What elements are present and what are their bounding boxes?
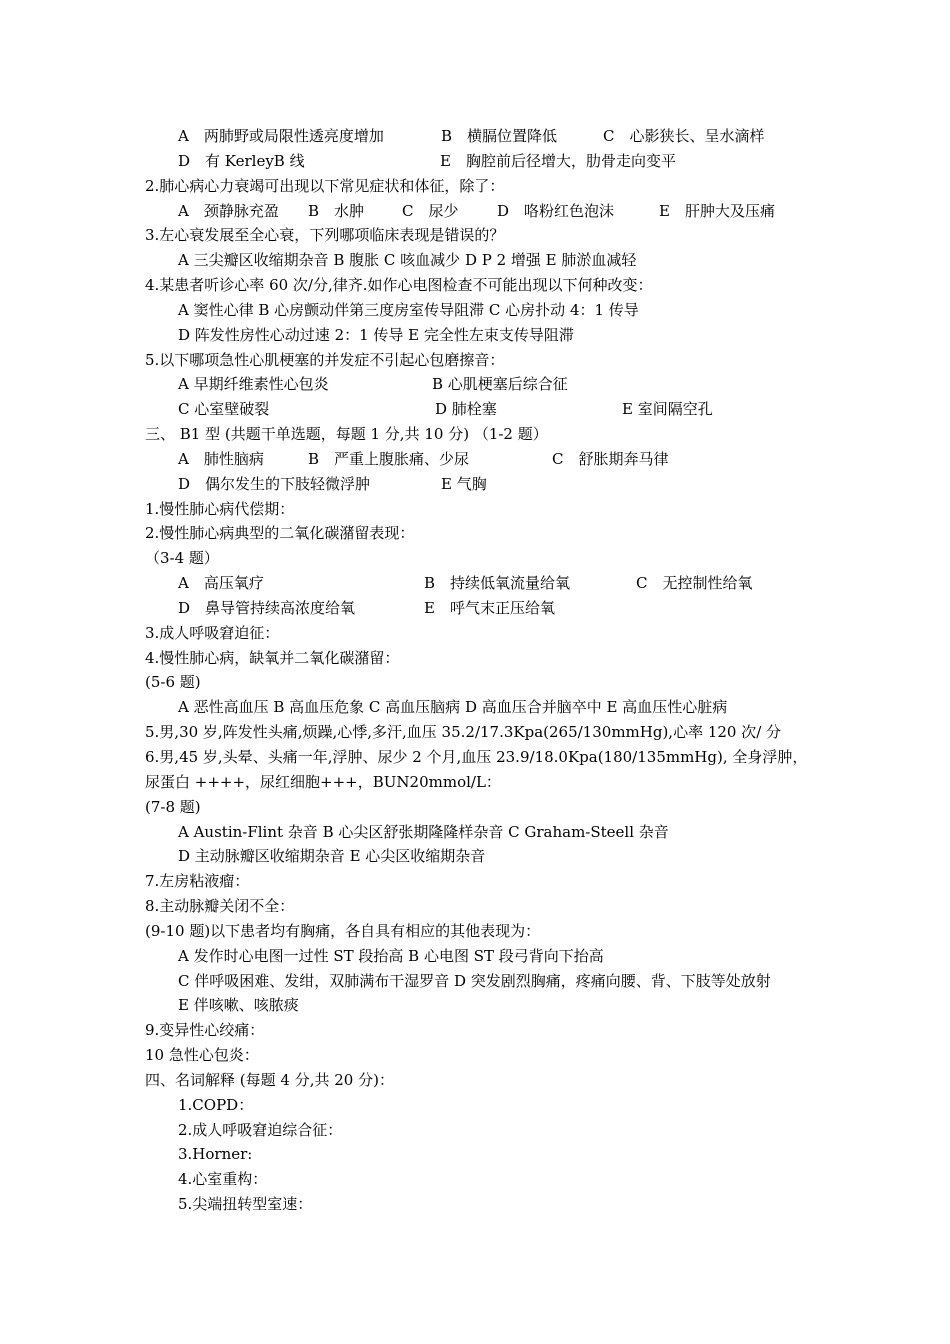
text-line [0,348,950,373]
text-segment: B 严重上腹胀痛、少尿 [308,449,470,468]
text-line [0,820,950,845]
text-line [0,844,950,869]
text-line [0,919,950,944]
text-line [0,273,950,298]
text-segment: 四、名词解释 (每题 4 分,共 20 分)： [145,1070,394,1089]
text-line [0,869,950,894]
text-segment: A 早期纤维素性心包炎 [178,375,329,394]
text-segment: 三、 B1 型 (共题干单选题，每题 1 分,共 10 分) （1-2 题） [145,425,548,444]
text-segment: 9.变异性心绞痛： [145,1021,265,1040]
text-segment: D 阵发性房性心动过速 2：1 传导 E 完全性左束支传导阻滞 [178,325,574,344]
text-segment: 2.慢性肺心病典型的二氧化碳潴留表现： [145,524,415,543]
text-segment: 7.左房粘液瘤： [145,872,250,891]
text-segment: B 持续低氧流量给氧 [424,574,571,593]
text-line [0,447,950,472]
text-segment: A 发作时心电图一过性 ST 段抬高 B 心电图 ST 段弓背向下抬高 [178,946,604,965]
text-segment: C 尿少 [402,201,459,220]
text-line [0,323,950,348]
text-segment: 3.Horner: [178,1145,253,1164]
text-line [0,969,950,994]
text-segment: (7-8 题) [145,797,201,816]
text-line [0,298,950,323]
text-segment: C 无控制性给氧 [636,574,753,593]
text-segment: 3.成人呼吸窘迫征： [145,623,280,642]
text-segment: A 窦性心律 B 心房颤动伴第三度房室传导阻滞 C 心房扑动 4：1 传导 [178,300,639,319]
text-segment: 5.以下哪项急性心肌梗塞的并发症不引起心包磨擦音： [145,350,505,369]
text-segment: 尿蛋白 ++++，尿红细胞+++，BUN20mmol/L： [145,772,501,791]
text-segment: B 心肌梗塞后综合征 [432,375,568,394]
text-segment: 4.慢性肺心病，缺氧并二氧化碳潴留： [145,648,400,667]
text-segment: 10 急性心包炎： [145,1046,259,1065]
text-segment: E 伴咳嗽、咳脓痰 [178,996,299,1015]
text-line [0,472,950,497]
text-segment: C 伴呼吸困难、发绀，双肺满布干湿罗音 D 突发剧烈胸痛，疼痛向腰、背、下肢等处放射 [178,971,771,990]
text-segment: 1.COPD： [178,1095,254,1114]
text-line [0,422,950,447]
text-segment: D 肺栓塞 [435,400,497,419]
text-line [0,993,950,1018]
text-segment: B 水肿 [308,201,365,220]
text-line [0,770,950,795]
text-line [0,670,950,695]
text-line [0,1043,950,1068]
text-segment: （3-4 题） [145,549,219,568]
text-segment: E 呼气末正压给氧 [424,598,555,617]
text-line [0,1093,950,1118]
text-line [0,1167,950,1192]
text-segment: D 主动脉瓣区收缩期杂音 E 心尖区收缩期杂音 [178,847,486,866]
text-segment: E 胸腔前后径增大，肋骨走向变平 [440,151,676,170]
text-segment: 4.心室重构： [178,1170,268,1189]
text-line [0,1192,950,1217]
text-line [0,646,950,671]
text-line [0,795,950,820]
text-segment: 3.左心衰发展至全心衰，下列哪项临床表现是错误的？ [145,226,505,245]
text-segment: 4.某患者听诊心率 60 次/分,律齐.如作心电图检查不可能出现以下何种改变： [145,276,653,295]
text-line [0,1068,950,1093]
text-segment: D 有 KerleyB 线 [178,151,305,170]
text-line [0,1142,950,1167]
text-line [0,720,950,745]
text-line [0,124,950,149]
text-line [0,397,950,422]
text-segment: D 咯粉红色泡沫 [497,201,615,220]
text-segment: E 肝肿大及压痛 [659,201,775,220]
text-segment: A 三尖瓣区收缩期杂音 B 腹胀 C 咳血减少 D P 2 增强 E 肺淤血减轻 [178,251,637,270]
text-line [0,1118,950,1143]
text-line [0,174,950,199]
text-segment: 5.尖端扭转型室速： [178,1195,313,1214]
text-line [0,372,950,397]
text-line [0,745,950,770]
text-segment: 5.男,30 岁,阵发性头痛,烦躁,心悸,多汗,血压 35.2/17.3Kpa(265/130mmHg),心率 120 次/ 分 [145,723,782,742]
text-line [0,621,950,646]
text-segment: B 横膈位置降低 [441,127,558,145]
text-segment: C 舒胀期奔马律 [552,449,669,468]
text-segment: D 鼻导管持续高浓度给氧 [178,598,356,617]
text-line [0,1018,950,1043]
text-line [0,596,950,621]
text-segment: E 气胸 [441,474,487,493]
text-line [0,248,950,273]
text-segment: C 心影狭长、呈水滴样 [603,127,765,145]
text-segment: 8.主动脉瓣关闭不全： [145,897,295,916]
text-line [0,894,950,919]
text-line [0,695,950,720]
text-line [0,546,950,571]
text-line [0,521,950,546]
text-segment: A 颈静脉充盈 [178,201,279,220]
text-segment: (9-10 题)以下患者均有胸痛，各自具有相应的其他表现为： [145,921,541,940]
text-segment: E 室间隔空孔 [622,400,713,419]
text-segment: 2.成人呼吸窘迫综合征： [178,1120,343,1139]
text-line [0,199,950,224]
text-segment: 6.男,45 岁,头晕、头痛一年,浮肿、尿少 2 个月,血压 23.9/18.0Kpa(180/135mmHg), 全身浮肿， [145,748,808,766]
text-segment: C 心室壁破裂 [178,400,270,419]
text-line [0,571,950,596]
text-segment: A 两肺野或局限性透亮度增加 [178,127,384,145]
text-segment: A 高压氧疗 [178,574,264,593]
text-segment: A 肺性脑病 [178,449,264,468]
text-segment: (5-6 题) [145,673,201,692]
text-line [0,497,950,522]
text-segment: A 恶性高血压 B 高血压危象 C 高血压脑病 D 高血压合并脑卒中 E 高血压性心脏病 [178,698,728,717]
text-segment: A Austin-Flint 杂音 B 心尖区舒张期隆隆样杂音 C Graham-Steell 杂音 [178,822,669,841]
text-segment: D 偶尔发生的下肢轻微浮肿 [178,474,371,493]
text-segment: 2.肺心病心力衰竭可出现以下常见症状和体征，除了： [145,176,505,195]
text-segment: 1.慢性肺心病代偿期： [145,499,295,518]
text-line [0,944,950,969]
text-line [0,223,950,248]
text-line [0,149,950,174]
